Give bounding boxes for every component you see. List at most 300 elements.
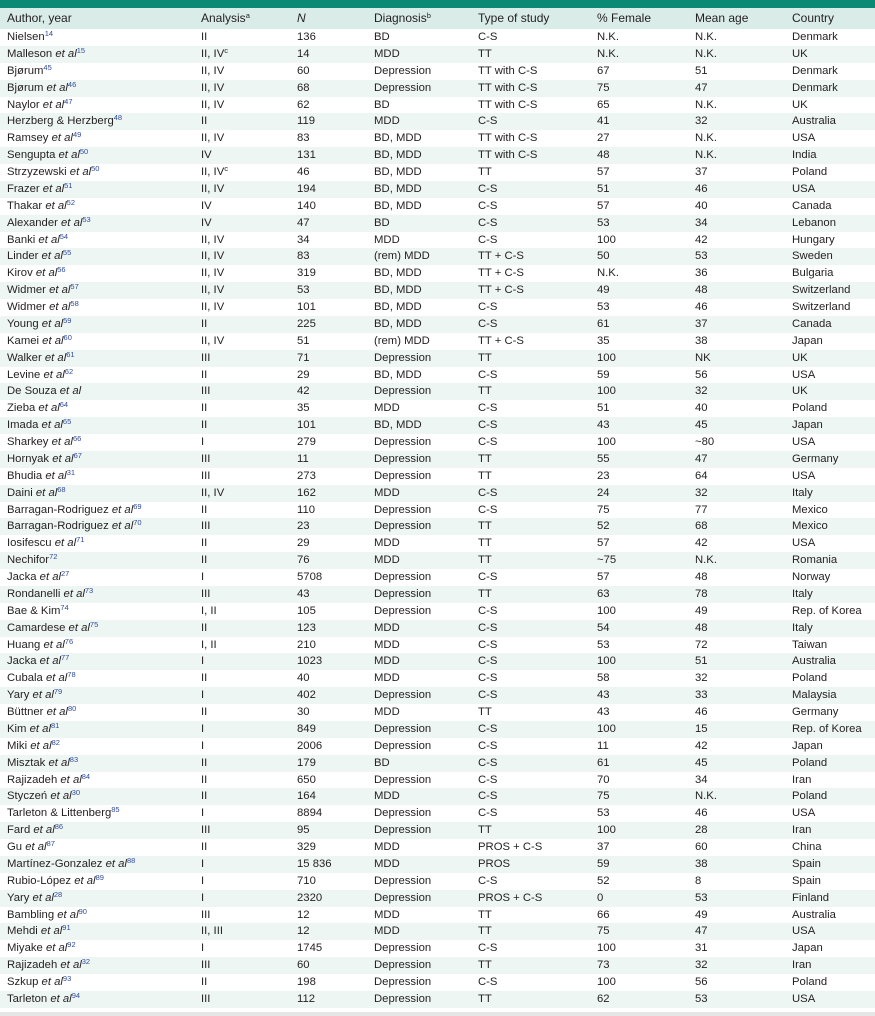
cell-female-value: 100: [597, 942, 616, 955]
header-diagnosis-label: Diagnosis: [374, 11, 427, 25]
cell-analysis: [201, 316, 207, 333]
footnote-marker: a: [245, 11, 250, 20]
cell-age-value: N.K.: [695, 47, 717, 60]
reference-link[interactable]: 90: [78, 906, 87, 916]
header-author: [7, 8, 72, 29]
cell-type-value: TT: [478, 587, 492, 600]
cell-female: [597, 653, 616, 670]
cell-diagnosis-value: BD, MDD: [374, 182, 422, 195]
cell-diagnosis-value: MDD: [374, 706, 400, 718]
cell-type-value: C-S: [478, 655, 498, 668]
reference-link[interactable]: 55: [62, 248, 72, 258]
cell-female: [597, 29, 619, 46]
cell-female-value: 43: [597, 689, 610, 702]
cell-n-value: 1023: [297, 655, 323, 668]
reference-link[interactable]: 66: [72, 434, 82, 443]
et-al: et al: [38, 402, 60, 415]
table-row: [0, 367, 875, 384]
reference-link[interactable]: 58: [70, 299, 79, 308]
cell-female-value: 51: [597, 182, 610, 195]
reference-link[interactable]: 82: [51, 737, 60, 747]
cell-diagnosis: [374, 232, 400, 249]
cell-female: [597, 907, 610, 924]
cell-diagnosis: [374, 316, 422, 333]
cell-diagnosis-value: Depression: [374, 891, 432, 904]
cell-country: [792, 856, 821, 873]
cell-age: [695, 923, 708, 940]
cell-author: [7, 97, 73, 114]
cell-n: [297, 468, 316, 485]
cell-type: [478, 755, 497, 772]
cell-n: [297, 181, 316, 198]
cell-n: [297, 265, 316, 282]
cell-type-value: C-S: [478, 604, 498, 617]
cell-n-value: 105: [297, 604, 316, 617]
et-al: et al: [45, 942, 68, 955]
cell-diagnosis: [374, 637, 400, 654]
header-female-label: % Female: [597, 11, 652, 25]
cell-n: [297, 46, 310, 63]
table-row: [0, 890, 875, 907]
cell-n: [297, 755, 316, 772]
reference-link[interactable]: 57: [70, 282, 79, 292]
author-name: Styczeń: [7, 790, 48, 803]
reference-link[interactable]: 89: [95, 872, 104, 882]
cell-age-value: 47: [695, 452, 708, 465]
cell-n: [297, 248, 310, 265]
cell-analysis: [201, 434, 204, 451]
reference-link[interactable]: 61: [66, 349, 75, 359]
author-name: Kamei: [7, 334, 40, 347]
reference-link[interactable]: 27: [61, 569, 70, 578]
cell-analysis: [201, 839, 207, 856]
cell-diagnosis: [374, 518, 431, 535]
reference-link[interactable]: 78: [67, 670, 76, 680]
cell-country-value: Australia: [792, 655, 836, 668]
cell-type-value: C-S: [478, 503, 498, 516]
author-name: Young: [7, 317, 39, 330]
table-row: [0, 907, 875, 924]
cell-country: [792, 248, 833, 265]
cell-type: [478, 316, 497, 333]
author-name: Thakar: [7, 199, 43, 212]
cell-type-value: C-S: [478, 773, 498, 786]
cell-n: [297, 451, 309, 468]
cell-country-value: Denmark: [792, 64, 838, 77]
cell-country-value: Switzerland: [792, 284, 851, 297]
cell-analysis: [201, 485, 224, 502]
cell-analysis-value: I, II: [201, 638, 217, 651]
cell-analysis: [201, 518, 210, 535]
reference-link[interactable]: 70: [133, 518, 142, 528]
reference-link[interactable]: 85: [111, 805, 120, 815]
cell-diagnosis-value: MDD: [374, 638, 400, 651]
cell-female: [597, 923, 610, 940]
reference-link[interactable]: 69: [133, 501, 142, 511]
cell-country: [792, 113, 836, 130]
cell-n: [297, 434, 316, 451]
author-name: Banki: [7, 233, 36, 246]
cell-author: [7, 485, 66, 502]
cell-author: [7, 400, 68, 417]
cell-country: [792, 873, 821, 890]
et-al: et al: [41, 250, 63, 263]
reference-link[interactable]: 48: [113, 113, 123, 123]
cell-country: [792, 383, 808, 400]
cell-female-value: N.K.: [597, 47, 619, 60]
cell-female: [597, 113, 610, 130]
cell-type-value: C-S: [478, 199, 498, 212]
cell-n: [297, 923, 310, 940]
cell-country: [792, 265, 833, 282]
table-row: [0, 215, 875, 232]
cell-age: [695, 704, 708, 721]
cell-type-value: C-S: [478, 756, 498, 769]
cell-diagnosis: [374, 299, 422, 316]
cell-age-value: 49: [695, 604, 708, 617]
et-al: et al: [68, 621, 90, 634]
cell-analysis-value: II: [201, 756, 208, 769]
reference-link[interactable]: 65: [62, 417, 72, 427]
cell-analysis: [201, 417, 207, 434]
reference-link[interactable]: 92: [67, 940, 76, 950]
cell-n-value: 194: [297, 182, 316, 195]
cell-diagnosis: [374, 873, 431, 890]
cell-age-value: 78: [695, 587, 708, 600]
cell-n: [297, 586, 310, 603]
cell-type-value: TT + C-S: [478, 334, 524, 347]
cell-analysis: [201, 215, 212, 232]
author-name: Alexander: [7, 216, 58, 229]
reference-link[interactable]: 77: [61, 653, 70, 663]
cell-age: [695, 97, 717, 114]
reference-link[interactable]: 52: [66, 197, 76, 207]
cell-age: [695, 485, 708, 502]
cell-type-value: TT + C-S: [478, 250, 524, 263]
cell-female: [597, 620, 610, 637]
cell-age: [695, 772, 708, 789]
et-al: et al: [45, 199, 67, 212]
cell-country: [792, 940, 823, 957]
cell-age: [695, 265, 708, 282]
reference-link[interactable]: 87: [46, 839, 55, 848]
author-name: Hornyak: [7, 452, 50, 465]
reference-link[interactable]: 84: [81, 771, 91, 781]
cell-country: [792, 991, 815, 1008]
cell-n: [297, 485, 316, 502]
cell-author: [7, 333, 72, 350]
author-name: De Souza: [7, 385, 57, 398]
reference-link[interactable]: 60: [63, 332, 72, 342]
cell-author: [7, 873, 104, 890]
cell-analysis-value: III: [201, 992, 211, 1005]
cell-n-value: 112: [297, 992, 316, 1005]
cell-analysis-value: III: [201, 959, 211, 972]
cell-female: [597, 805, 610, 822]
cell-analysis: [201, 805, 204, 822]
header-n-label: N: [297, 11, 306, 25]
table-row: [0, 113, 875, 130]
cell-female: [597, 873, 610, 890]
cell-analysis: [201, 383, 210, 400]
cell-type: [478, 299, 497, 316]
cell-n-value: 47: [297, 216, 310, 229]
cell-analysis: [201, 130, 224, 147]
cell-diagnosis-value: Depression: [374, 874, 432, 887]
reference-link[interactable]: 76: [64, 636, 74, 646]
cell-author: [7, 248, 71, 265]
reference-link[interactable]: 51: [64, 180, 73, 190]
table-row: [0, 839, 875, 856]
author-name: Iosifescu: [7, 537, 52, 550]
cell-age-value: 34: [695, 773, 708, 786]
table-row: [0, 805, 875, 822]
cell-diagnosis-value: BD, MDD: [374, 368, 422, 381]
reference-link[interactable]: 15: [76, 45, 86, 55]
reference-link[interactable]: 53: [82, 214, 91, 224]
cell-female: [597, 451, 610, 468]
cell-age-value: N.K.: [695, 149, 717, 162]
reference-link[interactable]: 28: [53, 889, 63, 899]
reference-link[interactable]: 83: [69, 754, 79, 764]
reference-link[interactable]: 62: [64, 366, 74, 376]
reference-link[interactable]: 71: [76, 535, 85, 545]
cell-analysis: [201, 367, 207, 384]
reference-link[interactable]: 68: [57, 484, 66, 494]
cell-diagnosis: [374, 839, 400, 856]
cell-female-value: 52: [597, 520, 610, 533]
cell-diagnosis: [374, 772, 431, 789]
cell-female-value: 57: [597, 537, 610, 550]
et-al: et al: [32, 891, 54, 904]
cell-age: [695, 569, 708, 586]
cell-n: [297, 907, 310, 924]
table-row: [0, 232, 875, 249]
reference-link[interactable]: 73: [84, 585, 94, 595]
cell-female: [597, 569, 610, 586]
cell-analysis: [201, 974, 207, 991]
cell-type: [478, 282, 524, 299]
reference-link[interactable]: 50: [79, 147, 89, 157]
cell-diagnosis-value: Depression: [374, 385, 432, 398]
reference-link[interactable]: 49: [72, 130, 82, 140]
et-al: et al: [105, 857, 127, 870]
cell-female: [597, 164, 610, 181]
cell-diagnosis-value: MDD: [374, 402, 400, 415]
reference-link[interactable]: 64: [59, 400, 69, 410]
reference-link[interactable]: 72: [49, 552, 58, 562]
cell-analysis: [201, 535, 207, 552]
cell-type-value: C-S: [478, 571, 498, 583]
cell-female-value: 50: [597, 250, 610, 263]
reference-link[interactable]: 31: [66, 467, 76, 477]
cell-female: [597, 63, 610, 80]
reference-link[interactable]: 86: [54, 822, 64, 832]
cell-female: [597, 670, 610, 687]
cell-female: [597, 350, 616, 367]
cell-age: [695, 383, 708, 400]
cell-age-value: 51: [695, 64, 708, 77]
cell-n-value: 101: [297, 301, 316, 313]
cell-country: [792, 974, 827, 991]
cell-diagnosis-value: MDD: [374, 486, 400, 499]
et-al: et al: [46, 706, 68, 718]
et-al: et al: [44, 351, 67, 364]
header-analysis: [201, 8, 250, 29]
et-al: et al: [38, 233, 60, 246]
cell-female-value: 75: [597, 790, 610, 803]
author-name: Nielsen: [7, 31, 45, 43]
table-row: [0, 772, 875, 789]
reference-link[interactable]: 74: [60, 602, 69, 612]
cell-diagnosis-value: BD, MDD: [374, 199, 422, 212]
reference-link[interactable]: 32: [81, 957, 91, 967]
cell-female: [597, 586, 610, 603]
cell-analysis: [201, 907, 210, 924]
cell-type: [478, 198, 497, 215]
reference-link[interactable]: 47: [64, 96, 73, 106]
cell-country: [792, 451, 838, 468]
reference-link[interactable]: 88: [126, 855, 136, 865]
cell-diagnosis-value: Depression: [374, 807, 432, 820]
cell-female: [597, 957, 610, 974]
cell-analysis: [201, 333, 224, 350]
cell-n-value: 110: [297, 503, 316, 516]
header-n: [297, 8, 306, 29]
reference-link[interactable]: 54: [59, 231, 69, 241]
cell-author: [7, 721, 59, 738]
cell-analysis-value: II, IV: [201, 301, 225, 313]
reference-link[interactable]: 93: [62, 974, 72, 983]
reference-link[interactable]: 79: [53, 687, 63, 697]
reference-link[interactable]: 75: [89, 619, 99, 629]
author-name: Camardese: [7, 621, 66, 634]
cell-female: [597, 485, 610, 502]
cell-type-value: TT: [478, 925, 492, 938]
cell-author: [7, 215, 91, 232]
cell-country-value: Poland: [792, 790, 828, 803]
cell-female-value: 62: [597, 992, 610, 1005]
reference-link[interactable]: 91: [62, 923, 71, 933]
cell-age: [695, 181, 708, 198]
cell-age: [695, 637, 708, 654]
reference-link[interactable]: 81: [50, 720, 60, 730]
cell-n-value: 40: [297, 672, 310, 685]
cell-age-value: 53: [695, 891, 708, 904]
reference-link[interactable]: 14: [44, 29, 54, 38]
cell-analysis-value: II: [201, 554, 208, 567]
cell-age-value: 48: [695, 284, 708, 297]
cell-age: [695, 367, 708, 384]
cell-author: [7, 316, 71, 333]
cell-female: [597, 434, 616, 451]
cell-author: [7, 637, 73, 654]
cell-analysis: [201, 991, 210, 1008]
cell-female: [597, 181, 610, 198]
cell-age-value: 32: [695, 672, 708, 685]
et-al: et al: [42, 334, 64, 347]
reference-link[interactable]: 46: [67, 79, 77, 89]
reference-link[interactable]: 45: [43, 62, 52, 72]
cell-analysis: [201, 603, 217, 620]
table-row: [0, 147, 875, 164]
cell-country-value: Mexico: [792, 520, 828, 533]
cell-country: [792, 282, 850, 299]
cell-type: [478, 687, 497, 704]
cell-female: [597, 991, 610, 1008]
cell-type: [478, 232, 497, 249]
cell-n-value: 329: [297, 841, 316, 853]
reference-link[interactable]: 30: [71, 788, 81, 798]
reference-link[interactable]: 67: [73, 450, 82, 460]
cell-author: [7, 282, 79, 299]
cell-age: [695, 586, 708, 603]
et-al: et al: [54, 537, 77, 550]
author-name: Sharkey: [7, 436, 49, 448]
cell-female: [597, 822, 616, 839]
table-row: [0, 653, 875, 670]
reference-link[interactable]: 94: [71, 990, 81, 1000]
reference-link[interactable]: 56: [57, 265, 66, 275]
cell-n: [297, 97, 310, 114]
table-row: [0, 603, 875, 620]
table-row: [0, 957, 875, 974]
cell-country-value: USA: [792, 537, 816, 550]
cell-age: [695, 215, 708, 232]
author-name: Daini: [7, 486, 33, 499]
cell-analysis-value: I: [201, 689, 205, 702]
reference-link[interactable]: 59: [63, 315, 72, 325]
cell-analysis-value: I, II: [201, 604, 217, 617]
cell-type-value: TT: [478, 166, 492, 178]
cell-age-value: 56: [695, 368, 708, 381]
cell-age: [695, 130, 717, 147]
cell-diagnosis-value: MDD: [374, 925, 400, 938]
cell-female-value: 100: [597, 351, 616, 364]
cell-country-value: UK: [792, 385, 808, 398]
cell-type-value: C-S: [478, 317, 498, 330]
reference-link[interactable]: 80: [67, 704, 77, 713]
cell-analysis: [201, 164, 228, 181]
cell-author: [7, 569, 69, 586]
cell-female-value: 43: [597, 706, 610, 718]
cell-author: [7, 299, 79, 316]
cell-age: [695, 822, 708, 839]
cell-diagnosis-value: BD: [374, 216, 390, 229]
cell-female-value: 100: [597, 722, 616, 735]
cell-age: [695, 687, 708, 704]
cell-type-value: PROS: [478, 857, 511, 870]
cell-country-value: Lebanon: [792, 216, 836, 229]
cell-country-value: Poland: [792, 166, 828, 178]
cell-country: [792, 822, 811, 839]
et-al: et al: [41, 419, 63, 432]
cell-female-value: 58: [597, 672, 610, 685]
et-al: et al: [29, 722, 51, 735]
cell-age: [695, 755, 708, 772]
cell-country: [792, 130, 815, 147]
cell-age-value: 49: [695, 908, 708, 921]
cell-country: [792, 569, 830, 586]
cell-country: [792, 535, 815, 552]
cell-female-value: 27: [597, 132, 610, 145]
cell-age-value: 33: [695, 689, 708, 702]
reference-link[interactable]: 50: [91, 164, 100, 173]
cell-diagnosis-value: Depression: [374, 773, 432, 786]
cell-diagnosis: [374, 620, 400, 637]
cell-age: [695, 974, 708, 991]
cell-diagnosis-value: BD, MDD: [374, 419, 422, 432]
